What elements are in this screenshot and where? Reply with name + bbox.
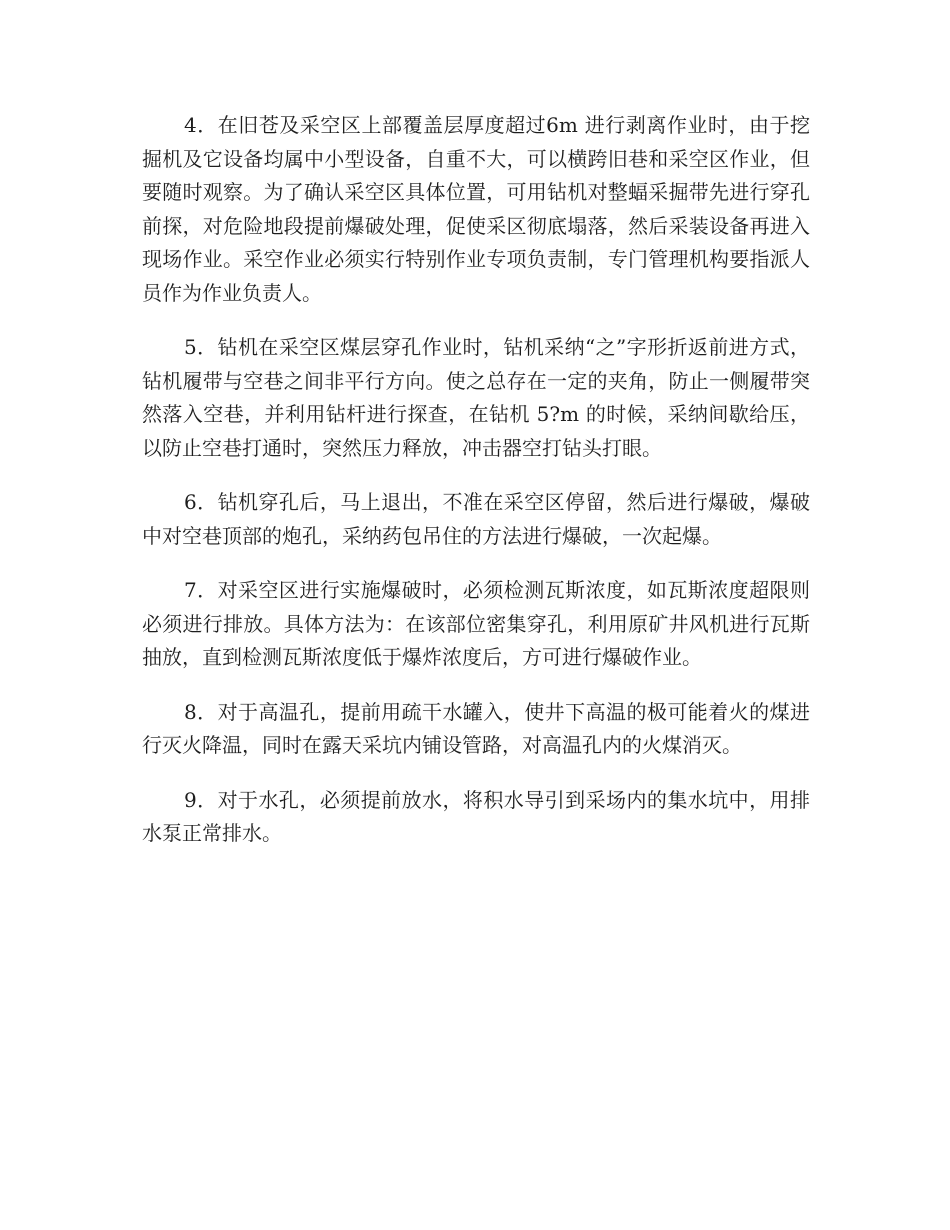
paragraph-item-7: 7．对采空区进行实施爆破时，必须检测瓦斯浓度，如瓦斯浓度超限则必须进行排放。具体方法为：在该部位密集穿孔，利用原矿井风机进行瓦斯抽放，直到检测瓦斯浓度低于爆炸浓度后，方可进行爆破作业。 [142,578,810,669]
paragraph-item-6: 6．钻机穿孔后，马上退出，不准在采空区停留，然后进行爆破，爆破中对空巷顶部的炮孔，采纳药包吊住的方法进行爆破，一次起爆。 [142,490,810,548]
document-body [142,109,810,872]
paragraph-item-4: 4．在旧苍及采空区上部覆盖层厚度超过6m 进行剥离作业时，由于挖掘机及它设备均属中小型设备，自重不大，可以横跨旧巷和采空区作业，但要随时观察。为了确认采空区具体位置，可用钻机对整蝠采掘带先进行穿孔前探，对危险地段提前爆破处理，促使采区彻底塌落，然后采装设备再进入现场作业。采空作业必须实行特别作业专项负责制，专门管理机构要指派人员作为作业负责人。 [142,113,810,305]
paragraph-item-5: 5．钻机在采空区煤层穿孔作业时，钻机采纳“之”字形折返前进方式，钻机履带与空巷之间非平行方向。使之总存在一定的夹角，防止一侧履带突然落入空巷，并利用钻杆进行探查，在钻机 5?m 的时候，采纳间歇给压，以防止空巷打通时，突然压力释放，冲击器空打钻头打眼。 [142,335,810,460]
paragraph-item-8: 8．对于高温孔，提前用疏干水罐入，使井下高温的极可能着火的煤进行灭火降温，同时在露天采坑内铺设管路，对高温孔内的火煤消灭。 [142,699,810,757]
paragraph-item-9: 9．对于水孔，必须提前放水，将积水导引到采场内的集水坑中，用排水泵正常排水。 [142,787,810,845]
